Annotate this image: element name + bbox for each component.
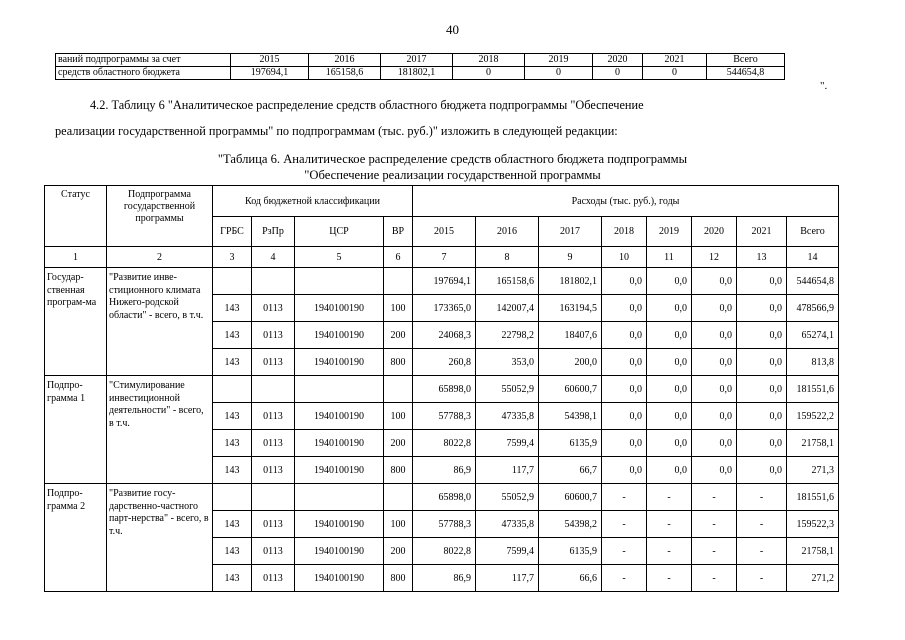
rzpr-cell <box>252 268 295 295</box>
total-value-cell: 181551,6 <box>787 376 839 403</box>
year-value-cell: 163194,5 <box>539 295 602 322</box>
closing-quote-mark: ". <box>820 80 828 92</box>
year-value-cell: 0,0 <box>602 430 647 457</box>
grbs-cell <box>213 376 252 403</box>
year-value-cell: - <box>692 538 737 565</box>
vr-cell: 800 <box>384 565 413 592</box>
year-value-cell: 181802,1 <box>539 268 602 295</box>
year-value-cell: 0,0 <box>692 457 737 484</box>
column-number-cell: 6 <box>384 247 413 268</box>
year-value-cell: 0,0 <box>647 322 692 349</box>
year-value-cell: 0,0 <box>602 349 647 376</box>
year-value-cell: 0,0 <box>737 322 787 349</box>
header-grbs: ГРБС <box>213 217 252 247</box>
header-row-1 <box>45 186 839 217</box>
year-value-cell: 0,0 <box>692 322 737 349</box>
header-year: 2020 <box>692 217 737 247</box>
year-value-cell: 47335,8 <box>476 403 539 430</box>
year-value-cell: - <box>692 565 737 592</box>
column-number-cell: 12 <box>692 247 737 268</box>
total-value-cell: 271,3 <box>787 457 839 484</box>
year-value-cell: 0,0 <box>602 268 647 295</box>
program-cell: "Развитие госу-дарственно-частного парт-нерства" - всего, в т.ч. <box>107 484 213 592</box>
year-value-cell: - <box>692 511 737 538</box>
year-value-cell: 0,0 <box>647 376 692 403</box>
vr-cell: 100 <box>384 403 413 430</box>
grbs-cell: 143 <box>213 295 252 322</box>
year-value-cell: 0,0 <box>647 268 692 295</box>
year-value-cell: 0,0 <box>737 376 787 403</box>
vr-cell: 200 <box>384 538 413 565</box>
csr-cell: 1940100190 <box>295 403 384 430</box>
year-value-cell: - <box>692 484 737 511</box>
column-number-cell: 10 <box>602 247 647 268</box>
year-value-cell: - <box>737 511 787 538</box>
grbs-cell: 143 <box>213 511 252 538</box>
year-value-cell: 0,0 <box>737 430 787 457</box>
year-value-cell: 0,0 <box>647 430 692 457</box>
year-value-cell: - <box>647 511 692 538</box>
paragraph-line-1: 4.2. Таблицу 6 "Аналитическое распределение средств областного бюджета подпрограммы "Обеспечение <box>90 98 644 112</box>
grbs-cell: 143 <box>213 403 252 430</box>
year-value-cell: 66,6 <box>539 565 602 592</box>
column-number-cell: 9 <box>539 247 602 268</box>
year-value-cell: 0,0 <box>737 268 787 295</box>
budget-distribution-table <box>44 185 839 592</box>
csr-cell <box>295 268 384 295</box>
column-number-cell: 14 <box>787 247 839 268</box>
rzpr-cell <box>252 484 295 511</box>
column-number-cell: 2 <box>107 247 213 268</box>
status-cell: Подпро-грамма 1 <box>45 376 107 484</box>
column-number-cell: 7 <box>413 247 476 268</box>
year-value-cell: 22798,2 <box>476 322 539 349</box>
grbs-cell <box>213 484 252 511</box>
year-value-cell: 54398,2 <box>539 511 602 538</box>
total-value-cell: 544654,8 <box>787 268 839 295</box>
year-value-cell: 117,7 <box>476 565 539 592</box>
year-value-cell: 60600,7 <box>539 376 602 403</box>
rzpr-cell <box>252 376 295 403</box>
table-caption-line-2: "Обеспечение реализации государственной программы <box>304 168 601 182</box>
vr-cell: 800 <box>384 457 413 484</box>
vr-cell <box>384 376 413 403</box>
column-number-cell: 13 <box>737 247 787 268</box>
column-number-row <box>45 247 839 268</box>
csr-cell: 1940100190 <box>295 349 384 376</box>
vr-cell: 100 <box>384 295 413 322</box>
year-value-cell: 86,9 <box>413 565 476 592</box>
rzpr-cell: 0113 <box>252 322 295 349</box>
header-year: 2018 <box>602 217 647 247</box>
year-value-cell: 0,0 <box>737 403 787 430</box>
top-year-cell: 2015 <box>231 54 309 67</box>
header-rzpr: РзПр <box>252 217 295 247</box>
header-expenses: Расходы (тыс. руб.), годы <box>413 186 839 217</box>
program-cell: "Развитие инве-стиционного климата Нижего-родской области" - всего, в т.ч. <box>107 268 213 376</box>
grbs-cell: 143 <box>213 538 252 565</box>
year-value-cell: 0,0 <box>602 322 647 349</box>
vr-cell: 200 <box>384 322 413 349</box>
column-number-cell: 3 <box>213 247 252 268</box>
top-value-cell: 197694,1 <box>231 67 309 80</box>
year-value-cell: 260,8 <box>413 349 476 376</box>
page-number: 40 <box>446 22 459 37</box>
year-value-cell: 0,0 <box>692 295 737 322</box>
year-value-cell: 65898,0 <box>413 376 476 403</box>
top-year-cell: 2018 <box>453 54 525 67</box>
rzpr-cell: 0113 <box>252 430 295 457</box>
header-budget-code: Код бюджетной классификации <box>213 186 413 217</box>
top-value-cell: 0 <box>453 67 525 80</box>
year-value-cell: 55052,9 <box>476 484 539 511</box>
grbs-cell: 143 <box>213 457 252 484</box>
column-number-cell: 4 <box>252 247 295 268</box>
year-value-cell: 57788,3 <box>413 403 476 430</box>
year-value-cell: 0,0 <box>692 430 737 457</box>
top-year-cell: 2019 <box>525 54 593 67</box>
csr-cell: 1940100190 <box>295 295 384 322</box>
year-value-cell: - <box>647 484 692 511</box>
year-value-cell: 86,9 <box>413 457 476 484</box>
vr-cell: 100 <box>384 511 413 538</box>
year-value-cell: 54398,1 <box>539 403 602 430</box>
top-value-cell: 165158,6 <box>309 67 381 80</box>
csr-cell: 1940100190 <box>295 322 384 349</box>
year-value-cell: - <box>737 538 787 565</box>
year-value-cell: 200,0 <box>539 349 602 376</box>
year-value-cell: 117,7 <box>476 457 539 484</box>
csr-cell: 1940100190 <box>295 511 384 538</box>
total-value-cell: 21758,1 <box>787 430 839 457</box>
year-value-cell: - <box>602 565 647 592</box>
table-row <box>45 484 839 511</box>
header-csr: ЦСР <box>295 217 384 247</box>
total-value-cell: 181551,6 <box>787 484 839 511</box>
program-cell: "Стимулирование инвестиционной деятельности" - всего, в т.ч. <box>107 376 213 484</box>
year-value-cell: 0,0 <box>602 295 647 322</box>
year-value-cell: 197694,1 <box>413 268 476 295</box>
year-value-cell: 0,0 <box>647 457 692 484</box>
year-value-cell: 173365,0 <box>413 295 476 322</box>
year-value-cell: 0,0 <box>647 403 692 430</box>
year-value-cell: 0,0 <box>602 376 647 403</box>
vr-cell <box>384 484 413 511</box>
year-value-cell: 0,0 <box>737 295 787 322</box>
grbs-cell: 143 <box>213 430 252 457</box>
top-table-label: ваний подпрограммы за счет <box>56 54 231 67</box>
year-value-cell: 0,0 <box>692 349 737 376</box>
top-year-cell: 2020 <box>593 54 643 67</box>
top-value-cell: 181802,1 <box>381 67 453 80</box>
total-value-cell: 813,8 <box>787 349 839 376</box>
year-value-cell: - <box>737 565 787 592</box>
top-table-label: средств областного бюджета <box>56 67 231 80</box>
top-value-cell: 0 <box>525 67 593 80</box>
year-value-cell: 8022,8 <box>413 538 476 565</box>
table-row <box>45 376 839 403</box>
vr-cell: 800 <box>384 349 413 376</box>
year-value-cell: - <box>602 484 647 511</box>
total-value-cell: 21758,1 <box>787 538 839 565</box>
top-value-cell: 0 <box>593 67 643 80</box>
year-value-cell: 353,0 <box>476 349 539 376</box>
total-value-cell: 159522,3 <box>787 511 839 538</box>
csr-cell: 1940100190 <box>295 538 384 565</box>
year-value-cell: 0,0 <box>737 349 787 376</box>
vr-cell: 200 <box>384 430 413 457</box>
year-value-cell: - <box>602 511 647 538</box>
year-value-cell: - <box>647 565 692 592</box>
header-program: Подпрограмма государственной программы <box>107 186 213 247</box>
year-value-cell: - <box>737 484 787 511</box>
rzpr-cell: 0113 <box>252 349 295 376</box>
header-total: Всего <box>787 217 839 247</box>
year-value-cell: 0,0 <box>647 295 692 322</box>
year-value-cell: 47335,8 <box>476 511 539 538</box>
status-cell: Подпро-грамма 2 <box>45 484 107 592</box>
header-status: Статус <box>45 186 107 247</box>
header-year: 2015 <box>413 217 476 247</box>
rzpr-cell: 0113 <box>252 295 295 322</box>
csr-cell: 1940100190 <box>295 457 384 484</box>
csr-cell: 1940100190 <box>295 565 384 592</box>
year-value-cell: 0,0 <box>692 268 737 295</box>
total-value-cell: 478566,9 <box>787 295 839 322</box>
year-value-cell: 7599,4 <box>476 430 539 457</box>
top-table-year-row <box>56 54 785 67</box>
year-value-cell: 0,0 <box>602 403 647 430</box>
grbs-cell: 143 <box>213 565 252 592</box>
header-year: 2019 <box>647 217 692 247</box>
year-value-cell: 57788,3 <box>413 511 476 538</box>
year-value-cell: 0,0 <box>737 457 787 484</box>
csr-cell <box>295 484 384 511</box>
year-value-cell: 18407,6 <box>539 322 602 349</box>
top-year-cell: Всего <box>707 54 785 67</box>
top-table-value-row <box>56 67 785 80</box>
total-value-cell: 159522,2 <box>787 403 839 430</box>
column-number-cell: 5 <box>295 247 384 268</box>
year-value-cell: 8022,8 <box>413 430 476 457</box>
grbs-cell: 143 <box>213 322 252 349</box>
status-cell: Государ-ственная програм-ма <box>45 268 107 376</box>
vr-cell <box>384 268 413 295</box>
year-value-cell: 6135,9 <box>539 538 602 565</box>
top-value-cell: 544654,8 <box>707 67 785 80</box>
rzpr-cell: 0113 <box>252 511 295 538</box>
year-value-cell: - <box>647 538 692 565</box>
total-value-cell: 271,2 <box>787 565 839 592</box>
header-year: 2016 <box>476 217 539 247</box>
year-value-cell: 7599,4 <box>476 538 539 565</box>
header-vr: ВР <box>384 217 413 247</box>
year-value-cell: 142007,4 <box>476 295 539 322</box>
header-year: 2021 <box>737 217 787 247</box>
year-value-cell: 0,0 <box>692 376 737 403</box>
top-year-cell: 2016 <box>309 54 381 67</box>
rzpr-cell: 0113 <box>252 403 295 430</box>
header-year: 2017 <box>539 217 602 247</box>
column-number-cell: 1 <box>45 247 107 268</box>
grbs-cell: 143 <box>213 349 252 376</box>
rzpr-cell: 0113 <box>252 538 295 565</box>
column-number-cell: 11 <box>647 247 692 268</box>
grbs-cell <box>213 268 252 295</box>
year-value-cell: 165158,6 <box>476 268 539 295</box>
top-value-cell: 0 <box>643 67 707 80</box>
top-summary-table <box>55 53 785 80</box>
year-value-cell: 6135,9 <box>539 430 602 457</box>
paragraph-line-2: реализации государственной программы" по подпрограммам (тыс. руб.)" изложить в следующей редакции: <box>55 124 618 138</box>
column-number-cell: 8 <box>476 247 539 268</box>
year-value-cell: 24068,3 <box>413 322 476 349</box>
top-year-cell: 2017 <box>381 54 453 67</box>
year-value-cell: - <box>602 538 647 565</box>
rzpr-cell: 0113 <box>252 457 295 484</box>
table-caption-line-1: "Таблица 6. Аналитическое распределение средств областного бюджета подпрограммы <box>217 152 688 166</box>
year-value-cell: 0,0 <box>692 403 737 430</box>
year-value-cell: 66,7 <box>539 457 602 484</box>
total-value-cell: 65274,1 <box>787 322 839 349</box>
year-value-cell: 0,0 <box>647 349 692 376</box>
year-value-cell: 55052,9 <box>476 376 539 403</box>
year-value-cell: 0,0 <box>602 457 647 484</box>
csr-cell: 1940100190 <box>295 430 384 457</box>
top-year-cell: 2021 <box>643 54 707 67</box>
year-value-cell: 65898,0 <box>413 484 476 511</box>
csr-cell <box>295 376 384 403</box>
table-row <box>45 268 839 295</box>
year-value-cell: 60600,7 <box>539 484 602 511</box>
rzpr-cell: 0113 <box>252 565 295 592</box>
